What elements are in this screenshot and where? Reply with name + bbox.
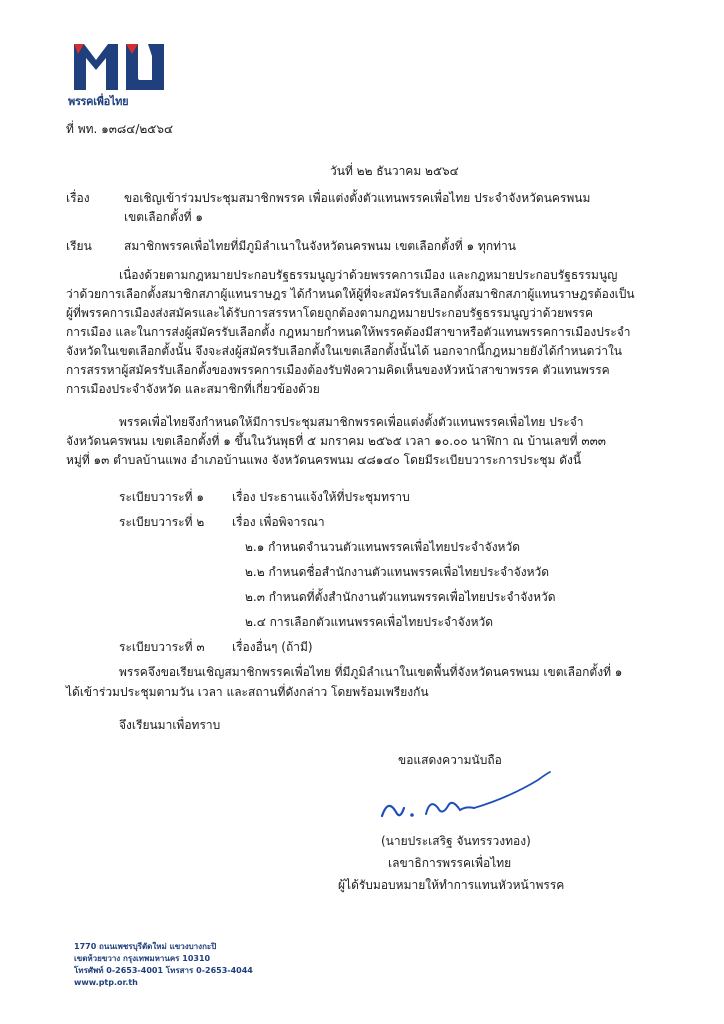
paragraph-1-line: ว่าด้วยการเลือกตั้งสมาชิกสภาผู้แทนราษฎร ได้กำหนดให้ผู้ที่จะสมัครรับเลือกตั้งสมาชิกสภาผู้แทนราษฎรต้องเป็น (66, 287, 635, 301)
closing-inform: จึงเรียนมาเพื่อทราบ (119, 718, 221, 732)
footer-website: www.ptp.or.th (74, 978, 138, 987)
agenda-item: ๒.๒ กำหนดชื่อสำนักงานตัวแทนพรรคเพื่อไทยประจำจังหวัด (245, 565, 550, 579)
paragraph-2-line: พรรคเพื่อไทยจึงกำหนดให้มีการประชุมสมาชิกพรรคเพื่อแต่งตั้งตัวแทนพรรคเพื่อไทย ประจำ (119, 415, 584, 429)
agenda-label: ระเบียบวาระที่ ๑ (119, 490, 204, 504)
footer-phone: โทรศัพท์ 0-2653-4001 โทรสาร 0-2653-4044 (74, 966, 253, 975)
recipient-label: เรียน (66, 239, 92, 253)
agenda-label: ระเบียบวาระที่ ๓ (119, 640, 205, 654)
agenda-item: ๒.๑ กำหนดจำนวนตัวแทนพรรคเพื่อไทยประจำจังหวัด (245, 540, 520, 554)
subject-label: เรื่อง (66, 191, 90, 205)
document-number: ที่ พท. ๑๓๘๔/๒๕๖๔ (66, 122, 174, 136)
agenda-subject: เรื่องอื่นๆ (ถ้ามี) (232, 640, 313, 654)
party-logo-text: พรรคเพื่อไทย (68, 95, 129, 108)
closing-line: พรรคจึงขอเรียนเชิญสมาชิกพรรคเพื่อไทย ที่มีภูมิลำเนาในเขตพื้นที่จังหวัดนครพนม เขตเลือกตั้งที่ ๑ (119, 665, 623, 679)
footer-address: เขตห้วยขวาง กรุงเทพมหานคร 10310 (74, 954, 211, 963)
paragraph-1-line: ผู้ที่พรรคการเมืองส่งสมัครและได้รับการสรรหาโดยถูกต้องตามกฎหมายประกอบรัฐธรรมนูญว่าด้วยพรรค (66, 306, 594, 320)
handwritten-signature (378, 768, 558, 828)
agenda-subject: เรื่อง เพื่อพิจารณา (232, 515, 325, 529)
subject-line-1: ขอเชิญเข้าร่วมประชุมสมาชิกพรรค เพื่อแต่งตั้งตัวแทนพรรคเพื่อไทย ประจำจังหวัดนครพนม (124, 191, 591, 205)
agenda-item: ๒.๓ กำหนดที่ตั้งสำนักงานตัวแทนพรรคเพื่อไทยประจำจังหวัด (245, 590, 556, 604)
agenda-item: ๒.๔ การเลือกตัวแทนพรรคเพื่อไทยประจำจังหวัด (245, 615, 494, 629)
paragraph-1-line: การเมือง และในการส่งผู้สมัครรับเลือกตั้ง กฎหมายกำหนดให้พรรคต้องมีสาขาหรือตัวแทนพรรคการเมืองประจำ (66, 325, 631, 339)
paragraph-1-line: การเมืองประจำจังหวัด และสมาชิกที่เกี่ยวข้องด้วย (66, 382, 320, 396)
footer-address: 1770 ถนนเพชรบุรีตัดใหม่ แขวงบางกะปิ (74, 942, 217, 951)
paragraph-1-line: การสรรหาผู้สมัครรับเลือกตั้งของพรรคการเมืองต้องรับฟังความคิดเห็นของหัวหน้าสาขาพรรค ตัวแทนพรรค (66, 363, 610, 377)
subject-line-2: เขตเลือกตั้งที่ ๑ (124, 210, 204, 224)
agenda-label: ระเบียบวาระที่ ๒ (119, 515, 205, 529)
signatory-role: ผู้ได้รับมอบหมายให้ทำการแทนหัวหน้าพรรค (338, 878, 565, 892)
recipient-text: สมาชิกพรรคเพื่อไทยที่มีภูมิลำเนาในจังหวัดนครพนม เขตเลือกตั้งที่ ๑ ทุกท่าน (124, 239, 516, 253)
party-logo-mark (72, 40, 172, 94)
signatory-title: เลขาธิการพรรคเพื่อไทย (388, 856, 512, 870)
closing-line: ได้เข้าร่วมประชุมตามวัน เวลา และสถานที่ดังกล่าว โดยพร้อมเพรียงกัน (66, 685, 429, 699)
signatory-name: (นายประเสริฐ จันทรรวงทอง) (381, 834, 531, 848)
paragraph-2-line: หมู่ที่ ๑๓ ตำบลบ้านแพง อำเภอบ้านแพง จังหวัดนครพนม ๔๘๑๔๐ โดยมีระเบียบวาระการประชุม ดังนี้ (66, 453, 582, 467)
letter-date: วันที่ ๒๒ ธันวาคม ๒๕๖๔ (330, 164, 459, 178)
closing-regards: ขอแสดงความนับถือ (398, 753, 502, 767)
agenda-subject: เรื่อง ประธานแจ้งให้ที่ประชุมทราบ (232, 490, 410, 504)
paragraph-1-line: จังหวัดในเขตเลือกตั้งนั้น จึงจะส่งผู้สมัครรับเลือกตั้งในเขตเลือกตั้งนั้นได้ นอกจากนี้กฎหมายยังได้กำหนดว่าใน (66, 344, 623, 358)
paragraph-2-line: จังหวัดนครพนม เขตเลือกตั้งที่ ๑ ขึ้นในวันพุธที่ ๕ มกราคม ๒๕๖๕ เวลา ๑๐.๐๐ นาฬิกา ณ บ้านเลขที่ ๓๓๓ (66, 434, 606, 448)
paragraph-1-line: เนื่องด้วยตามกฎหมายประกอบรัฐธรรมนูญว่าด้วยพรรคการเมือง และกฎหมายประกอบรัฐธรรมนูญ (119, 268, 618, 282)
